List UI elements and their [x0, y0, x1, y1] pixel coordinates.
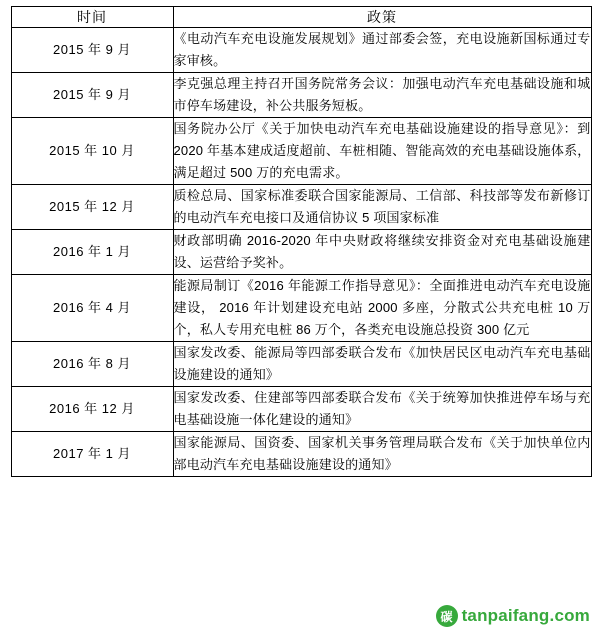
cell-policy [173, 387, 591, 432]
policy-table [11, 6, 592, 477]
cell-policy [173, 342, 591, 387]
table-header-row [11, 7, 591, 28]
policy-text: 《电动汽车充电设施发展规划》通过部委会签，充电设施新国标通过专家审核。 [173, 31, 591, 68]
cell-time: 2016 年 4 月 [11, 275, 173, 342]
cell-time: 2015 年 12 月 [11, 185, 173, 230]
table-row [11, 275, 591, 342]
policy-text: 李克强总理主持召开国务院常务会议：加强电动汽车充电基础设施和城市停车场建设，补公共服务短板。 [173, 76, 591, 113]
watermark-text [462, 606, 590, 626]
table-row [11, 118, 591, 185]
watermark-logo-icon: 碳 [436, 605, 458, 627]
table-row [11, 387, 591, 432]
cell-time: 2016 年 8 月 [11, 342, 173, 387]
cell-time: 2016 年 12 月 [11, 387, 173, 432]
watermark [436, 605, 590, 627]
table-row [11, 185, 591, 230]
cell-policy [173, 28, 591, 73]
table-body [11, 28, 591, 477]
table-row [11, 432, 591, 477]
cell-time: 2015 年 9 月 [11, 28, 173, 73]
cell-policy [173, 230, 591, 275]
cell-policy [173, 432, 591, 477]
table-row [11, 230, 591, 275]
document-page [0, 6, 602, 633]
cell-time: 2016 年 1 月 [11, 230, 173, 275]
policy-text: 能源局制订《2016 年能源工作指导意见》：全面推进电动汽车充电设施建设， 2016 年计划建设充电站 2000 多座，分散式公共充电桩 10 万个，私人专用充电桩 86 万个，各类充电设施总投资 300 亿元 [173, 278, 591, 337]
cell-time: 2015 年 9 月 [11, 73, 173, 118]
policy-text: 国家发改委、住建部等四部委联合发布《关于统筹加快推进停车场与充电基础设施一体化建设的通知》 [173, 390, 591, 427]
watermark-domain-suffix: .com [549, 606, 590, 625]
cell-time: 2015 年 10 月 [11, 118, 173, 185]
cell-time: 2017 年 1 月 [11, 432, 173, 477]
column-header-policy: 政策 [173, 7, 591, 28]
table-row [11, 342, 591, 387]
policy-text: 财政部明确 2016-2020 年中央财政将继续安排资金对充电基础设施建设、运营给予奖补。 [173, 233, 591, 270]
cell-policy [173, 118, 591, 185]
table-row [11, 28, 591, 73]
policy-text: 质检总局、国家标准委联合国家能源局、工信部、科技部等发布新修订的电动汽车充电接口及通信协议 5 项国家标准 [173, 188, 591, 225]
policy-text: 国家能源局、国资委、国家机关事务管理局联合发布《关于加快单位内部电动汽车充电基础设施建设的通知》 [173, 435, 591, 472]
column-header-time: 时间 [11, 7, 173, 28]
policy-text: 国家发改委、能源局等四部委联合发布《加快居民区电动汽车充电基础设施建设的通知》 [173, 345, 591, 382]
cell-policy [173, 185, 591, 230]
policy-text: 国务院办公厅《关于加快电动汽车充电基础设施建设的指导意见》：到 2020 年基本建成适度超前、车桩相随、智能高效的充电基础设施体系，满足超过 500 万的充电需求。 [173, 121, 591, 180]
cell-policy [173, 73, 591, 118]
cell-policy [173, 275, 591, 342]
watermark-name: tanpaifang [461, 606, 550, 625]
table-row [11, 73, 591, 118]
table-header [11, 7, 591, 28]
